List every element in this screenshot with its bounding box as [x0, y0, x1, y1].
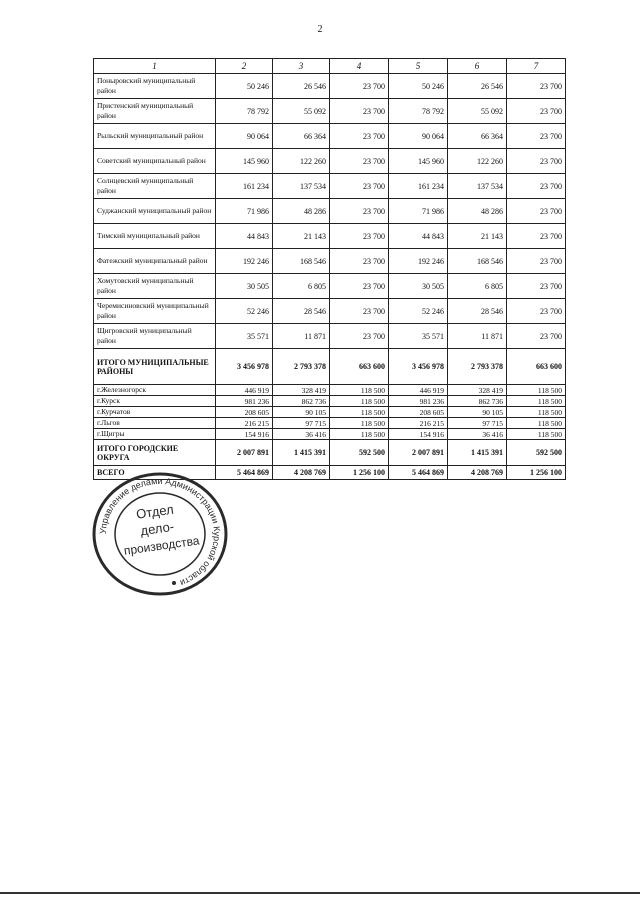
- row-value: 592 500: [330, 440, 389, 466]
- row-value: 216 215: [216, 418, 273, 429]
- city-total-row: [94, 440, 566, 466]
- row-value: 26 546: [448, 74, 507, 99]
- row-value: 71 986: [389, 199, 448, 224]
- row-value: 208 605: [389, 407, 448, 418]
- row-name: Щигровский муниципальный район: [94, 324, 216, 349]
- row-value: 122 260: [448, 149, 507, 174]
- row-value: 11 871: [273, 324, 330, 349]
- row-value: 21 143: [448, 224, 507, 249]
- row-value: 118 500: [330, 429, 389, 440]
- row-name: г.Льгов: [94, 418, 216, 429]
- table-row: [94, 224, 566, 249]
- row-value: 161 234: [389, 174, 448, 199]
- row-value: 145 960: [389, 149, 448, 174]
- row-value: 23 700: [507, 74, 566, 99]
- row-value: 663 600: [507, 349, 566, 385]
- row-value: 122 260: [273, 149, 330, 174]
- row-name: Солнцевский муниципальный район: [94, 174, 216, 199]
- row-name: Суджанский муниципальный район: [94, 199, 216, 224]
- row-value: 11 871: [448, 324, 507, 349]
- row-value: 90 064: [216, 124, 273, 149]
- row-value: 21 143: [273, 224, 330, 249]
- row-value: 118 500: [507, 407, 566, 418]
- row-value: 23 700: [330, 249, 389, 274]
- row-value: 118 500: [330, 385, 389, 396]
- row-value: 50 246: [216, 74, 273, 99]
- row-value: 208 605: [216, 407, 273, 418]
- row-value: 52 246: [216, 299, 273, 324]
- table-row: [94, 149, 566, 174]
- row-value: 44 843: [216, 224, 273, 249]
- row-value: 23 700: [330, 149, 389, 174]
- row-value: 328 419: [448, 385, 507, 396]
- row-value: 862 736: [448, 396, 507, 407]
- row-name: Поныровский муниципальный район: [94, 74, 216, 99]
- row-value: 48 286: [273, 199, 330, 224]
- row-value: 446 919: [389, 385, 448, 396]
- row-value: 1 415 391: [448, 440, 507, 466]
- row-value: 145 960: [216, 149, 273, 174]
- row-value: 23 700: [507, 99, 566, 124]
- row-value: 30 505: [389, 274, 448, 299]
- row-value: 66 364: [448, 124, 507, 149]
- table-row: [94, 324, 566, 349]
- row-value: 78 792: [216, 99, 273, 124]
- row-value: 118 500: [330, 418, 389, 429]
- allocation-table: [93, 58, 566, 480]
- row-value: 663 600: [330, 349, 389, 385]
- table-row: [94, 396, 566, 407]
- table-row: [94, 429, 566, 440]
- header-col-3: 3: [273, 59, 330, 74]
- table-row: [94, 274, 566, 299]
- row-value: 5 464 869: [216, 466, 273, 480]
- row-value: 71 986: [216, 199, 273, 224]
- row-value: 118 500: [330, 396, 389, 407]
- page-number: 2: [317, 24, 323, 35]
- table-row: [94, 99, 566, 124]
- row-value: 192 246: [389, 249, 448, 274]
- table-row: [94, 124, 566, 149]
- row-value: 36 416: [273, 429, 330, 440]
- row-name: Фатежский муниципальный район: [94, 249, 216, 274]
- row-value: 26 546: [273, 74, 330, 99]
- row-value: 3 456 978: [216, 349, 273, 385]
- row-value: 23 700: [330, 299, 389, 324]
- row-value: 1 256 100: [330, 466, 389, 480]
- header-col-2: 2: [216, 59, 273, 74]
- row-value: 981 236: [216, 396, 273, 407]
- row-value: 55 092: [273, 99, 330, 124]
- row-value: 6 805: [273, 274, 330, 299]
- row-value: 55 092: [448, 99, 507, 124]
- header-col-1: 1: [94, 59, 216, 74]
- row-value: 23 700: [507, 199, 566, 224]
- header-col-5: 5: [389, 59, 448, 74]
- row-value: 137 534: [273, 174, 330, 199]
- row-name: г.Щигры: [94, 429, 216, 440]
- row-value: 23 700: [507, 124, 566, 149]
- row-value: 592 500: [507, 440, 566, 466]
- row-value: 154 916: [216, 429, 273, 440]
- row-name: ВСЕГО: [94, 466, 216, 480]
- header-col-4: 4: [330, 59, 389, 74]
- row-value: 90 105: [273, 407, 330, 418]
- table-row: [94, 385, 566, 396]
- header-col-6: 6: [448, 59, 507, 74]
- table-row: [94, 299, 566, 324]
- row-value: 35 571: [389, 324, 448, 349]
- row-value: 97 715: [448, 418, 507, 429]
- row-value: 192 246: [216, 249, 273, 274]
- row-name: г.Железногорск: [94, 385, 216, 396]
- row-value: 118 500: [507, 396, 566, 407]
- row-name: ИТОГО МУНИЦИПАЛЬНЫЕ РАЙОНЫ: [94, 349, 216, 385]
- row-value: 1 415 391: [273, 440, 330, 466]
- row-value: 118 500: [507, 385, 566, 396]
- row-value: 446 919: [216, 385, 273, 396]
- row-value: 50 246: [389, 74, 448, 99]
- row-name: Тимский муниципальный район: [94, 224, 216, 249]
- municipal-total-row: [94, 349, 566, 385]
- row-name: Хомутовский муниципальный район: [94, 274, 216, 299]
- row-value: 2 793 378: [273, 349, 330, 385]
- row-name: Пристенский муниципальный район: [94, 99, 216, 124]
- header-col-7: 7: [507, 59, 566, 74]
- row-value: 66 364: [273, 124, 330, 149]
- header-row: [94, 59, 566, 74]
- row-value: 216 215: [389, 418, 448, 429]
- row-value: 23 700: [330, 74, 389, 99]
- table-row: [94, 249, 566, 274]
- row-name: Рыльский муниципальный район: [94, 124, 216, 149]
- row-value: 161 234: [216, 174, 273, 199]
- row-value: 137 534: [448, 174, 507, 199]
- row-value: 6 805: [448, 274, 507, 299]
- row-value: 28 546: [448, 299, 507, 324]
- row-value: 118 500: [507, 429, 566, 440]
- table-row: [94, 199, 566, 224]
- stamp-ring-text: Управление делами Администрации Курской области: [97, 475, 223, 589]
- row-value: 2 793 378: [448, 349, 507, 385]
- row-value: 23 700: [330, 99, 389, 124]
- row-value: 1 256 100: [507, 466, 566, 480]
- row-value: 90 064: [389, 124, 448, 149]
- row-value: 52 246: [389, 299, 448, 324]
- table-row: [94, 74, 566, 99]
- stamp-dot: [172, 581, 176, 585]
- row-value: 2 007 891: [216, 440, 273, 466]
- office-stamp: [88, 470, 233, 600]
- row-value: 36 416: [448, 429, 507, 440]
- row-value: 118 500: [507, 418, 566, 429]
- row-value: 23 700: [507, 274, 566, 299]
- row-value: 118 500: [330, 407, 389, 418]
- row-value: 23 700: [330, 124, 389, 149]
- row-name: Черемисиновский муниципальный район: [94, 299, 216, 324]
- row-value: 154 916: [389, 429, 448, 440]
- table-row: [94, 407, 566, 418]
- row-value: 4 208 769: [448, 466, 507, 480]
- row-name: г.Курск: [94, 396, 216, 407]
- row-value: 28 546: [273, 299, 330, 324]
- row-value: 97 715: [273, 418, 330, 429]
- row-value: 23 700: [330, 199, 389, 224]
- row-value: 35 571: [216, 324, 273, 349]
- row-name: Советский муниципальный район: [94, 149, 216, 174]
- row-value: 23 700: [330, 274, 389, 299]
- row-value: 4 208 769: [273, 466, 330, 480]
- row-value: 862 736: [273, 396, 330, 407]
- row-value: 168 546: [273, 249, 330, 274]
- row-value: 48 286: [448, 199, 507, 224]
- row-value: 328 419: [273, 385, 330, 396]
- row-value: 23 700: [507, 299, 566, 324]
- stamp-line-3: производства: [122, 533, 201, 558]
- row-value: 3 456 978: [389, 349, 448, 385]
- stamp-line-1: Отдел: [135, 501, 175, 522]
- row-value: 23 700: [330, 224, 389, 249]
- row-value: 78 792: [389, 99, 448, 124]
- row-name: ИТОГО ГОРОДСКИЕ ОКРУГА: [94, 440, 216, 466]
- stamp-line-2: дело-: [139, 518, 175, 539]
- row-value: 23 700: [507, 249, 566, 274]
- row-value: 23 700: [507, 174, 566, 199]
- page-edge-line: [0, 892, 640, 894]
- row-value: 23 700: [507, 324, 566, 349]
- row-value: 2 007 891: [389, 440, 448, 466]
- row-name: г.Курчатов: [94, 407, 216, 418]
- row-value: 23 700: [330, 324, 389, 349]
- row-value: 23 700: [507, 149, 566, 174]
- row-value: 23 700: [330, 174, 389, 199]
- row-value: 5 464 869: [389, 466, 448, 480]
- row-value: 44 843: [389, 224, 448, 249]
- table-row: [94, 418, 566, 429]
- table-row: [94, 174, 566, 199]
- row-value: 30 505: [216, 274, 273, 299]
- row-value: 90 105: [448, 407, 507, 418]
- row-value: 981 236: [389, 396, 448, 407]
- row-value: 168 546: [448, 249, 507, 274]
- row-value: 23 700: [507, 224, 566, 249]
